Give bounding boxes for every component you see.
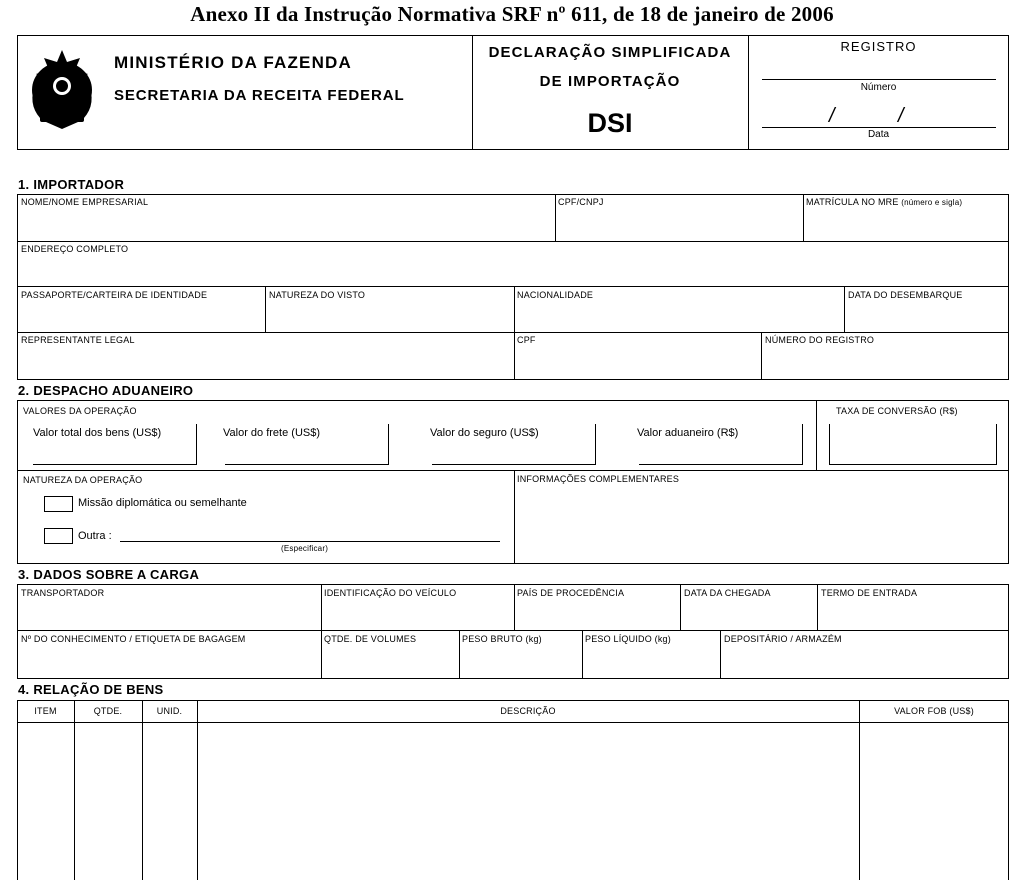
other-specify-field[interactable]	[120, 541, 500, 542]
declaration-title-line1: DECLARAÇÃO SIMPLIFICADA	[488, 44, 732, 61]
nationality-label: NACIONALIDADE	[517, 290, 594, 300]
registro-date-line[interactable]	[762, 127, 996, 128]
volume-count-label: QTDE. DE VOLUMES	[324, 634, 417, 644]
col-header-qty: QTDE.	[93, 706, 123, 716]
registro-number-line[interactable]	[762, 79, 996, 80]
numero-label: Número	[860, 82, 897, 93]
entry-term-label: TERMO DE ENTRADA	[821, 588, 918, 598]
document-title: Anexo II da Instrução Normativa SRF nº 611, de 18 de janeiro de 2006	[190, 2, 834, 26]
bill-of-lading-label: Nº DO CONHECIMENTO / ETIQUETA DE BAGAGEM	[21, 634, 246, 644]
coat-of-arms-icon	[26, 48, 98, 130]
section-3-title: 3. DADOS SOBRE A CARGA	[18, 567, 200, 582]
ministry-name: MINISTÉRIO DA FAZENDA	[114, 53, 353, 72]
unit-cell[interactable]	[143, 723, 197, 873]
carrier-label: TRANSPORTADOR	[21, 588, 105, 598]
date-separator-2: /	[898, 105, 904, 127]
secretariat-name: SECRETARIA DA RECEITA FEDERAL	[114, 87, 405, 104]
specify-label: (Especificar)	[281, 544, 329, 553]
date-separator-1: /	[829, 105, 835, 127]
operation-values-label: VALORES DA OPERAÇÃO	[23, 406, 137, 416]
col-header-description: DESCRIÇÃO	[500, 706, 556, 716]
full-address-field[interactable]	[18, 242, 1009, 286]
total-goods-value-field[interactable]	[33, 424, 197, 465]
freight-value-field[interactable]	[225, 424, 389, 465]
section-2-title: 2. DESPACHO ADUANEIRO	[18, 383, 194, 398]
insurance-value-label: Valor do seguro (US$)	[430, 427, 539, 439]
total-goods-value-label: Valor total dos bens (US$)	[33, 427, 162, 439]
full-address-label: ENDEREÇO COMPLETO	[21, 244, 129, 254]
customs-value-label: Valor aduaneiro (R$)	[637, 427, 739, 439]
other-label: Outra :	[78, 530, 112, 542]
importer-cpf-cnpj-label: CPF/CNPJ	[558, 197, 604, 207]
section-4-title: 4. RELAÇÃO DE BENS	[18, 682, 164, 697]
freight-value-label: Valor do frete (US$)	[223, 427, 321, 439]
customs-value-field[interactable]	[639, 424, 803, 465]
importer-name-label: NOME/NOME EMPRESARIAL	[21, 197, 149, 207]
qty-cell[interactable]	[75, 723, 142, 873]
col-header-fob-value: VALOR FOB (US$)	[894, 706, 974, 716]
fob-value-cell[interactable]	[860, 723, 1009, 873]
diplomatic-mission-checkbox[interactable]	[44, 496, 73, 512]
data-label: Data	[867, 129, 890, 140]
insurance-value-field[interactable]	[432, 424, 596, 465]
registration-number-label: NÚMERO DO REGISTRO	[765, 335, 875, 345]
warehouse-label: DEPOSITÁRIO / ARMAZÉM	[724, 634, 842, 644]
col-header-item: ITEM	[34, 706, 57, 716]
visa-type-label: NATUREZA DO VISTO	[269, 290, 366, 300]
origin-country-label: PAÍS DE PROCEDÊNCIA	[517, 588, 625, 598]
other-checkbox[interactable]	[44, 528, 73, 544]
diplomatic-mission-label: Missão diplomática ou semelhante	[78, 497, 247, 509]
registro-label: REGISTRO	[840, 39, 917, 54]
declaration-title-line2: DE IMPORTAÇÃO	[539, 73, 681, 90]
mre-registration-label: MATRÍCULA NO MRE (número e sigla)	[806, 197, 963, 207]
dsi-abbreviation: DSI	[587, 108, 633, 138]
passport-label: PASSAPORTE/CARTEIRA DE IDENTIDADE	[21, 290, 208, 300]
vehicle-id-label: IDENTIFICAÇÃO DO VEÍCULO	[324, 588, 457, 598]
description-cell[interactable]	[198, 723, 859, 873]
legal-representative-label: REPRESENTANTE LEGAL	[21, 335, 135, 345]
representative-cpf-field[interactable]	[515, 333, 761, 380]
disembarkation-date-label: DATA DO DESEMBARQUE	[848, 290, 963, 300]
col-header-unit: UNID.	[156, 706, 183, 716]
representative-cpf-label: CPF	[517, 335, 536, 345]
operation-nature-label: NATUREZA DA OPERAÇÃO	[23, 475, 143, 485]
arrival-date-label: DATA DA CHEGADA	[684, 588, 771, 598]
conversion-rate-label: TAXA DE CONVERSÃO (R$)	[836, 406, 958, 416]
gross-weight-label: PESO BRUTO (kg)	[462, 634, 542, 644]
net-weight-label: PESO LÍQUIDO (kg)	[585, 634, 671, 644]
item-cell[interactable]	[18, 723, 74, 873]
section-1-title: 1. IMPORTADOR	[18, 177, 125, 192]
conversion-rate-field[interactable]	[829, 424, 997, 465]
additional-info-label: INFORMAÇÕES COMPLEMENTARES	[517, 474, 680, 484]
